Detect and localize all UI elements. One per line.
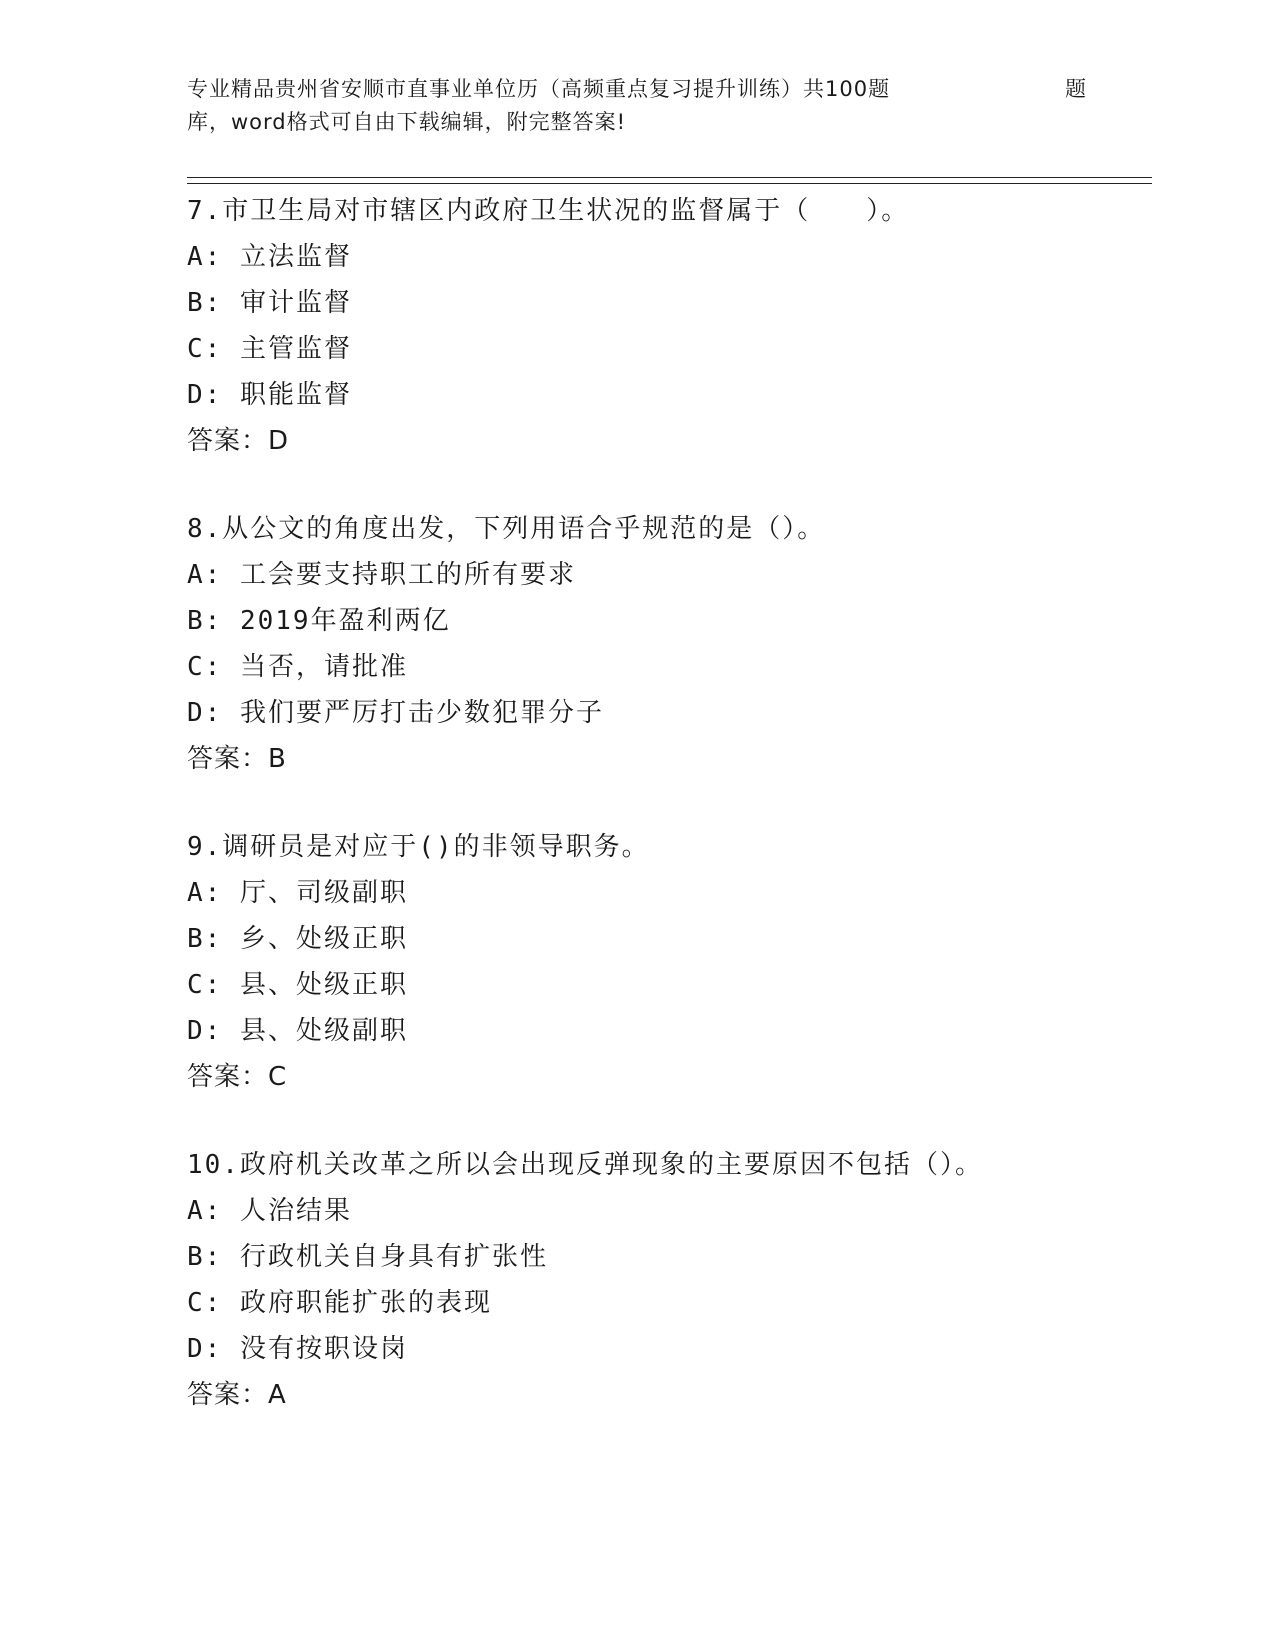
question-list — [187, 188, 1147, 1460]
header-line-1 — [187, 73, 1087, 106]
option-c: C: 主管监督 — [187, 334, 352, 364]
option-c: C: 县、处级正职 — [187, 970, 408, 1000]
header-divider-top — [187, 177, 1152, 178]
option-b: B: 乡、处级正职 — [187, 924, 408, 954]
header-title: 专业精品贵州省安顺市直事业单位历（高频重点复习提升训练）共100题 — [187, 77, 891, 101]
option-d: D: 职能监督 — [187, 380, 352, 410]
answer-line: 答案：A — [187, 1380, 287, 1410]
option-b: B: 2019年盈利两亿 — [187, 606, 451, 636]
option-d: D: 县、处级副职 — [187, 1016, 408, 1046]
header-line-2: 库，word格式可自由下载编辑，附完整答案! — [187, 110, 627, 134]
option-d: D: 我们要严厉打击少数犯罪分子 — [187, 698, 604, 728]
header-title-tail: 题 — [1065, 77, 1087, 101]
question-stem: 9.调研员是对应于()的非领导职务。 — [187, 832, 650, 862]
question-stem: 10.政府机关改革之所以会出现反弹现象的主要原因不包括（）。 — [187, 1150, 983, 1180]
option-b: B: 行政机关自身具有扩张性 — [187, 1242, 548, 1272]
answer-line: 答案：D — [187, 426, 290, 456]
option-b: B: 审计监督 — [187, 288, 352, 318]
question-stem: 7.市卫生局对市辖区内政府卫生状况的监督属于（ ）。 — [187, 196, 910, 226]
question-9 — [187, 824, 1147, 1100]
option-c: C: 当否，请批准 — [187, 652, 408, 682]
document-header — [187, 73, 1087, 139]
question-stem: 8.从公文的角度出发，下列用语合乎规范的是（）。 — [187, 514, 826, 544]
answer-line: 答案：B — [187, 744, 287, 774]
answer-line: 答案：C — [187, 1062, 288, 1092]
option-d: D: 没有按职设岗 — [187, 1334, 408, 1364]
question-10 — [187, 1142, 1147, 1418]
option-a: A: 工会要支持职工的所有要求 — [187, 560, 576, 590]
question-8 — [187, 506, 1147, 782]
header-divider-bottom — [187, 183, 1152, 184]
option-a: A: 人治结果 — [187, 1196, 352, 1226]
option-c: C: 政府职能扩张的表现 — [187, 1288, 492, 1318]
option-a: A: 立法监督 — [187, 242, 352, 272]
option-a: A: 厅、司级副职 — [187, 878, 408, 908]
question-7 — [187, 188, 1147, 464]
